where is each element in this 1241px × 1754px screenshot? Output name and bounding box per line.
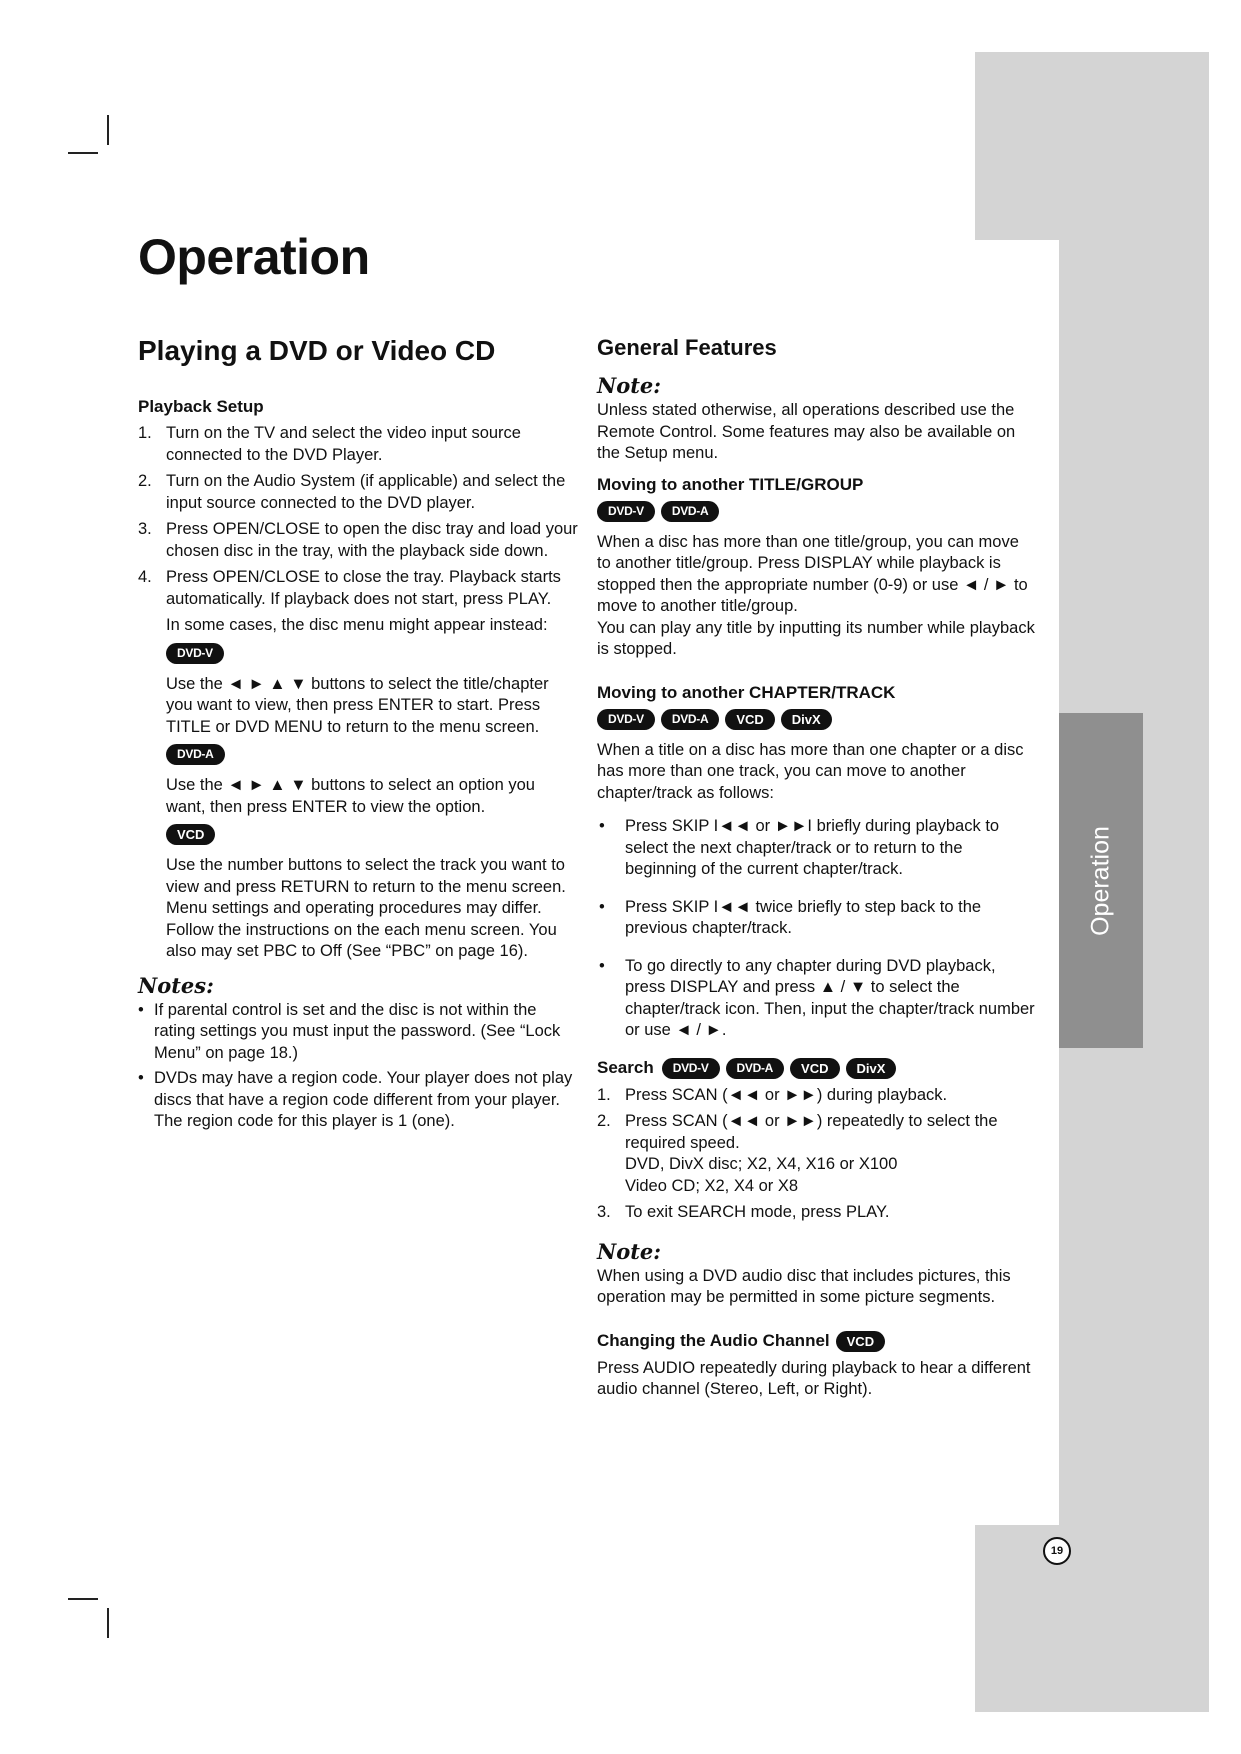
right-column bbox=[597, 335, 1037, 1401]
disc-menu-instructions bbox=[138, 615, 578, 963]
list-item: 1. Press SCAN (◄◄ or ►►) during playback. bbox=[597, 1085, 948, 1104]
chapter-track-bullets bbox=[597, 816, 1037, 1042]
side-tab-label: Operation bbox=[1086, 825, 1115, 936]
list-item: • If parental control is set and the disc is not within the rating settings you must input the password. (See “Lock Menu” on page 18.) bbox=[138, 1000, 578, 1065]
audio-channel-heading: Changing the Audio Channel VCD bbox=[597, 1331, 1037, 1352]
dvd-a-badge: DVD-A bbox=[726, 1058, 785, 1079]
side-section-tab bbox=[1059, 713, 1143, 1048]
dvd-v-badge: DVD-V bbox=[597, 501, 655, 522]
title-group-text-2: You can play any title by inputting its number while playback is stopped. bbox=[597, 618, 1035, 658]
note-text: Unless stated otherwise, all operations described use the Remote Control. Some features may also be available on the Setup menu. bbox=[597, 401, 1016, 462]
crop-mark-top-v bbox=[107, 115, 109, 145]
crop-mark-bottom-h bbox=[68, 1598, 98, 1600]
title-group-badges bbox=[597, 501, 1037, 522]
list-item: 3. Press OPEN/CLOSE to open the disc tray and load your chosen disc in the tray, with the playback side down. bbox=[138, 520, 578, 560]
list-item: 2. Turn on the Audio System (if applicable) and select the input source connected to the DVD player. bbox=[138, 472, 566, 512]
search-heading: Search DVD-V DVD-A VCD DivX bbox=[597, 1058, 1037, 1079]
list-item: • DVDs may have a region code. Your player does not play discs that have a region code different from your player. The region code for this player is 1 (one). bbox=[138, 1068, 578, 1133]
note-heading: Note: bbox=[597, 373, 662, 398]
divx-badge: DivX bbox=[846, 1058, 897, 1079]
vcd-instructions: Use the number buttons to select the track you want to view and press RETURN to return to the menu screen. Menu settings and operating procedures may differ. Follow the instructions on the each menu screen. You also may set PBC to Off (See “PBC” on page 16). bbox=[166, 856, 566, 960]
list-item: 3. To exit SEARCH mode, press PLAY. bbox=[597, 1203, 890, 1222]
list-item: • Press SKIP I◄◄ twice briefly to step back to the previous chapter/track. bbox=[597, 897, 1037, 940]
chapter-track-badges bbox=[597, 709, 1037, 730]
note-heading-2: Note: bbox=[597, 1238, 662, 1264]
dvd-a-badge: DVD-A bbox=[661, 501, 720, 522]
title-group-text: When a disc has more than one title/group, you can move to another title/group. Press DISPLAY while playback is stopped then the appropriate number (0-9) or use ◄ / ► to move to another title/group. bbox=[597, 532, 1028, 615]
search-steps bbox=[597, 1085, 1037, 1224]
vcd-badge: VCD bbox=[166, 824, 215, 845]
audio-channel-text: Press AUDIO repeatedly during playback to hear a different audio channel (Stereo, Left, or Right). bbox=[597, 1358, 1031, 1399]
section-heading-general: General Features bbox=[597, 335, 777, 360]
left-column bbox=[138, 335, 578, 1137]
title-group-heading: Moving to another TITLE/GROUP bbox=[597, 474, 864, 494]
list-item: 2. Press SCAN (◄◄ or ►►) repeatedly to select the required speed. DVD, DivX disc; X2, X4, X16 or X100 Video CD; X2, X4 or X8 bbox=[597, 1112, 998, 1195]
in-some-cases-text: In some cases, the disc menu might appear instead: bbox=[166, 616, 548, 634]
vcd-badge: VCD bbox=[725, 709, 774, 730]
vcd-badge: VCD bbox=[836, 1331, 885, 1352]
dvd-a-badge: DVD-A bbox=[166, 744, 225, 765]
section-heading-playing: Playing a DVD or Video CD bbox=[138, 335, 496, 366]
page-title: Operation bbox=[138, 229, 370, 285]
playback-setup-heading: Playback Setup bbox=[138, 397, 264, 416]
chapter-track-intro: When a title on a disc has more than one chapter or a disc has more than one track, you can move to another chapter/track as follows: bbox=[597, 740, 1024, 802]
dvd-a-badge: DVD-A bbox=[661, 709, 720, 730]
list-item: 4. Press OPEN/CLOSE to close the tray. Playback starts automatically. If playback does not start, press PLAY. bbox=[138, 568, 561, 608]
crop-mark-bottom-v bbox=[107, 1608, 109, 1638]
page-number: 19 bbox=[1043, 1537, 1071, 1565]
dvd-a-instructions: Use the ◄ ► ▲ ▼ buttons to select an option you want, then press ENTER to view the option. bbox=[166, 776, 535, 816]
dvd-v-badge: DVD-V bbox=[166, 643, 224, 664]
divx-badge: DivX bbox=[781, 709, 832, 730]
crop-mark-top-h bbox=[68, 152, 98, 154]
notes-heading: Notes: bbox=[138, 972, 214, 998]
notes-list bbox=[138, 1000, 578, 1133]
note-text-2: When using a DVD audio disc that includes pictures, this operation may be permitted in some picture segments. bbox=[597, 1266, 1011, 1307]
dvd-v-badge: DVD-V bbox=[662, 1058, 720, 1079]
dvd-v-instructions: Use the ◄ ► ▲ ▼ buttons to select the title/chapter you want to view, then press ENTER to start. Press TITLE or DVD MENU to return to the menu screen. bbox=[166, 674, 549, 736]
list-item: 1. Turn on the TV and select the video input source connected to the DVD Player. bbox=[138, 424, 521, 464]
list-item: • To go directly to any chapter during DVD playback, press DISPLAY and press ▲ / ▼ to select the chapter/track icon. Then, input the chapter/track number or use ◄ / ►. bbox=[597, 956, 1037, 1042]
playback-steps bbox=[138, 423, 578, 610]
chapter-track-heading: Moving to another CHAPTER/TRACK bbox=[597, 682, 896, 702]
dvd-v-badge: DVD-V bbox=[597, 709, 655, 730]
list-item: • Press SKIP I◄◄ or ►►I briefly during playback to select the next chapter/track or to return to the beginning of the current chapter/track. bbox=[597, 816, 1037, 881]
vcd-badge: VCD bbox=[790, 1058, 839, 1079]
